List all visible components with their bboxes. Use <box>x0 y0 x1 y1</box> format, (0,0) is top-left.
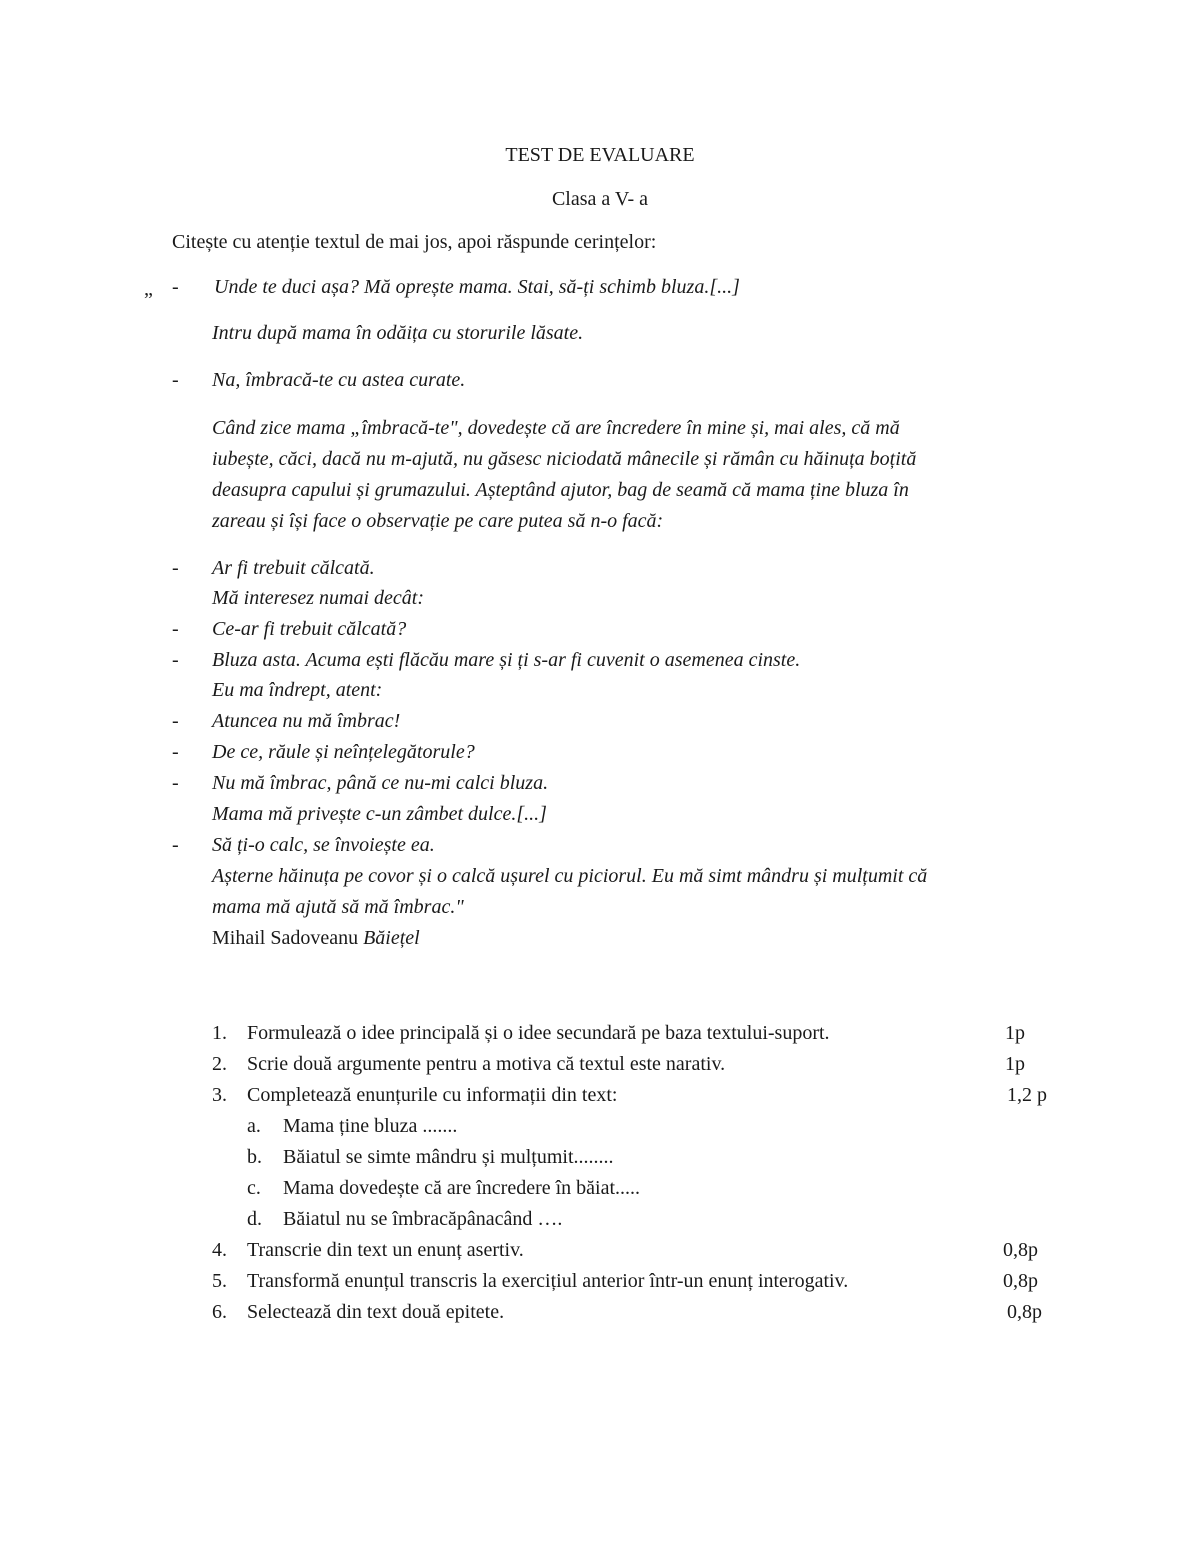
dash-marker: - <box>172 772 179 794</box>
dialogue-line: Atuncea nu mă îmbrac! <box>212 710 401 732</box>
dialogue-line: mama mă ajută să mă îmbrac." <box>212 896 464 918</box>
dialogue-line: Ar fi trebuit călcată. <box>212 557 375 579</box>
paragraph-line: iubește, căci, dacă nu m-ajută, nu găsesc niciodată mânecile și rămân cu hăinuța boțită <box>212 448 917 470</box>
dash-marker: - <box>172 618 179 640</box>
subquestion-text: Băiatul se simte mândru și mulțumit........ <box>283 1146 614 1168</box>
question-points: 0,8p <box>1003 1239 1038 1261</box>
author-name: Mihail Sadoveanu <box>212 927 359 949</box>
narrative-paragraph <box>212 413 1060 537</box>
subquestion-text: Mama dovedește că are încredere în băiat..... <box>283 1177 641 1199</box>
dash-marker: - <box>172 369 179 391</box>
text-line: Intru după mama în odăița cu storurile lăsate. <box>212 322 584 344</box>
question-number: 2. <box>212 1053 227 1075</box>
dialogue-line: Așterne hăinuța pe covor și o calcă ușurel cu piciorul. Eu mă simt mândru și mulțumit că <box>212 865 928 887</box>
question-points: 1p <box>1005 1022 1025 1044</box>
attribution <box>212 927 420 950</box>
question-text: Completează enunțurile cu informații din text: <box>247 1084 618 1106</box>
subquestion-letter: a. <box>247 1115 261 1137</box>
class-label: Clasa a V- a <box>551 188 649 210</box>
text-line: Na, îmbracă-te cu astea curate. <box>212 369 466 391</box>
work-title: Băiețel <box>363 927 420 949</box>
paragraph-line: deasupra capului și grumazului. Așteptând ajutor, bag de seamă că mama ține bluza în <box>212 479 909 501</box>
paragraph-line: Când zice mama „îmbracă-te", dovedește că are încredere în mine și, mai ales, că mă <box>212 417 900 439</box>
dialogue-line: Mă interesez numai decât: <box>212 587 424 609</box>
dialogue-line: Bluza asta. Acuma ești flăcău mare și ți s-ar fi cuvenit o asemenea cinste. <box>212 649 801 671</box>
subquestion-text: Mama ține bluza ....... <box>283 1115 458 1137</box>
question-number: 1. <box>212 1022 227 1044</box>
dialogue-line: Să ți-o calc, se învoiește ea. <box>212 834 435 856</box>
dash-marker: - <box>172 710 179 732</box>
subquestion-text: Băiatul nu se îmbracăpânacând …. <box>283 1208 563 1230</box>
dash-marker: - <box>172 557 179 579</box>
question-points: 1p <box>1005 1053 1025 1075</box>
instruction: Citește cu atenție textul de mai jos, apoi răspunde cerințelor: <box>172 231 657 253</box>
dash-marker: - <box>172 834 179 856</box>
dash-marker: - <box>172 276 179 298</box>
question-number: 3. <box>212 1084 227 1106</box>
open-quote: „ <box>144 278 153 300</box>
page-title: TEST DE EVALUARE <box>505 144 695 166</box>
dialogue-line: Eu ma îndrept, atent: <box>212 679 383 701</box>
dialogue-line: Mama mă privește c-un zâmbet dulce.[...] <box>212 803 547 825</box>
dialogue-line: De ce, răule și neînțelegătorule? <box>212 741 475 763</box>
question-text: Selectează din text două epitete. <box>247 1301 505 1323</box>
question-text: Transformă enunțul transcris la exercițiul anterior într-un enunț interogativ. <box>247 1270 849 1292</box>
question-number: 6. <box>212 1301 227 1323</box>
question-text: Scrie două argumente pentru a motiva că textul este narativ. <box>247 1053 726 1075</box>
question-points: 0,8p <box>1007 1301 1042 1323</box>
question-number: 5. <box>212 1270 227 1292</box>
dialogue-line: Nu mă îmbrac, până ce nu-mi calci bluza. <box>212 772 549 794</box>
question-text: Formulează o idee principală și o idee secundară pe baza textului-suport. <box>247 1022 830 1044</box>
dash-marker: - <box>172 649 179 671</box>
dialogue-line: Ce-ar fi trebuit călcată? <box>212 618 407 640</box>
question-text: Transcrie din text un enunț asertiv. <box>247 1239 524 1261</box>
paragraph-line: zareau și își face o observație pe care putea să n-o facă: <box>212 510 664 532</box>
question-number: 4. <box>212 1239 227 1261</box>
question-points: 0,8p <box>1003 1270 1038 1292</box>
subquestion-letter: d. <box>247 1208 262 1230</box>
dash-marker: - <box>172 741 179 763</box>
question-points: 1,2 p <box>1007 1084 1047 1106</box>
text-line: Unde te duci așa? Mă oprește mama. Stai, să-ți schimb bluza.[...] <box>214 276 740 298</box>
subquestion-letter: c. <box>247 1177 261 1199</box>
subquestion-letter: b. <box>247 1146 262 1168</box>
